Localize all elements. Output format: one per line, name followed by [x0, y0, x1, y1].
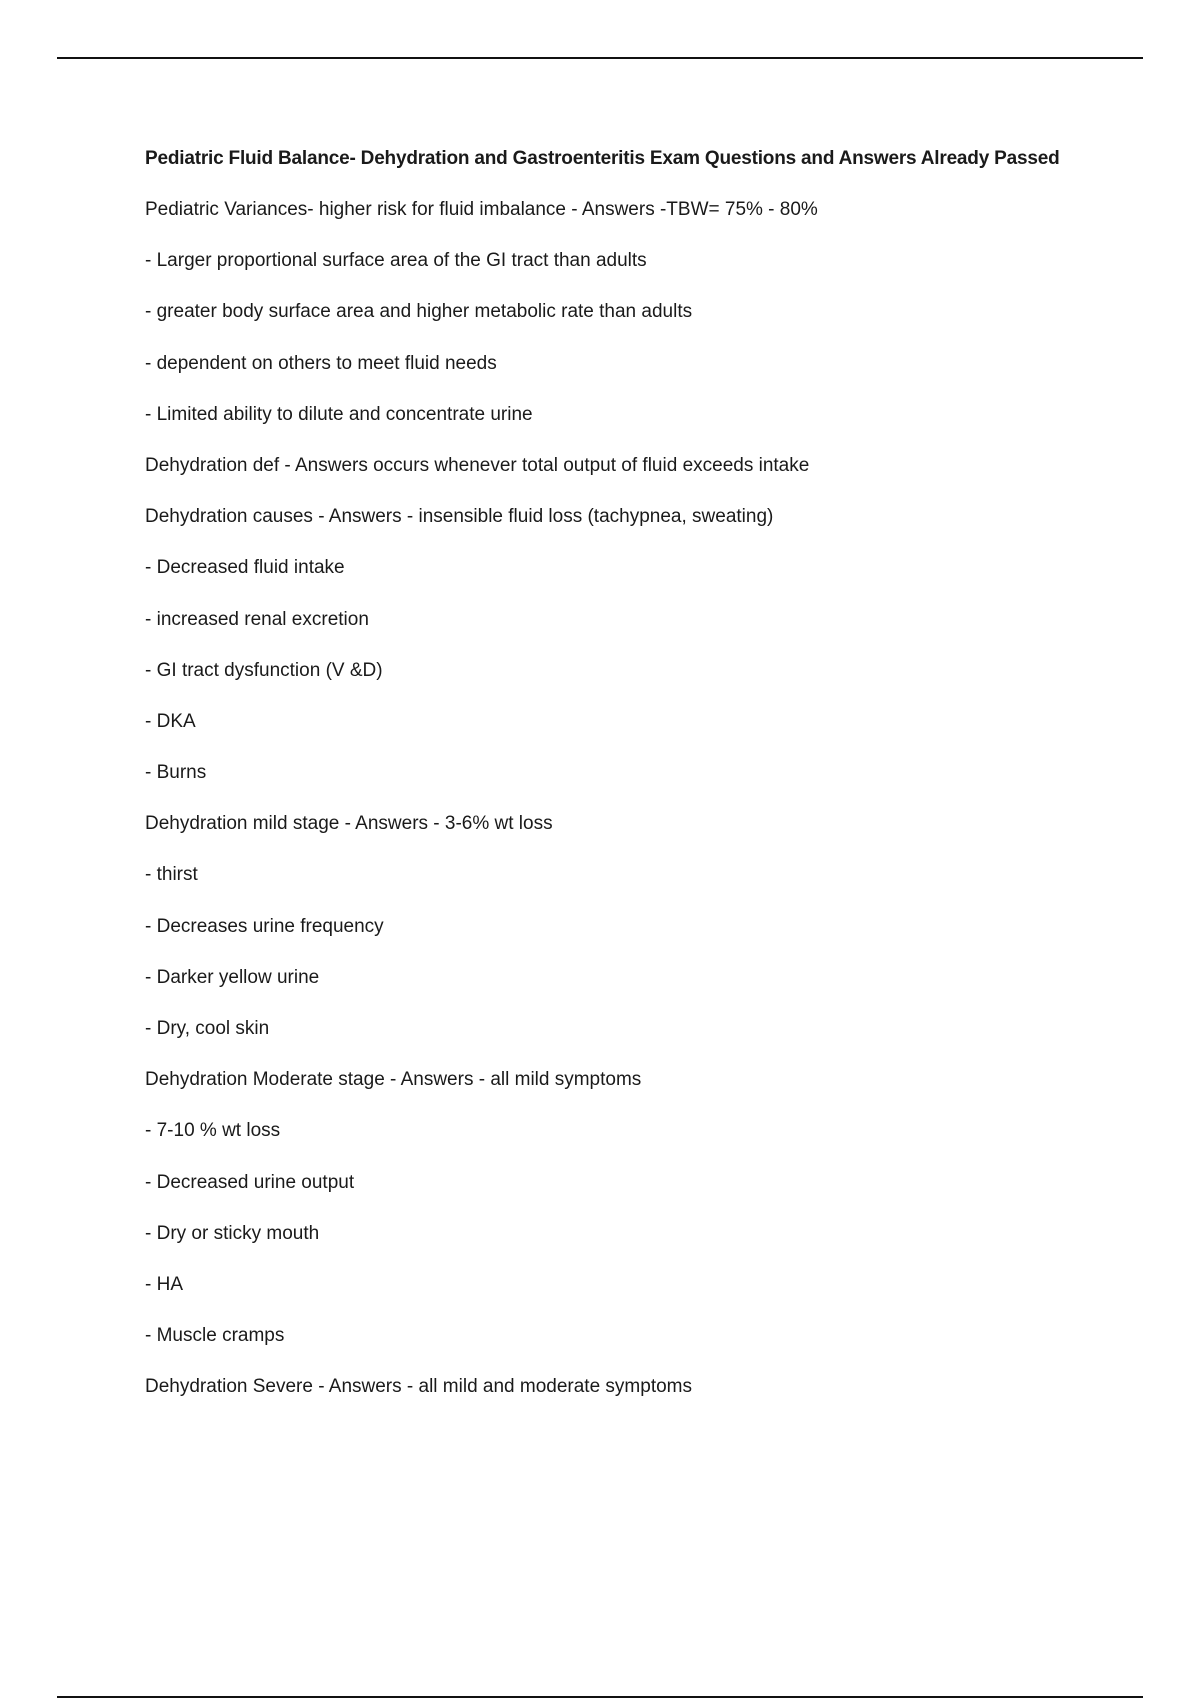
text-line: Dehydration causes - Answers - insensible fluid loss (tachypnea, sweating): [145, 506, 774, 528]
text-line: - Darker yellow urine: [145, 966, 320, 988]
text-line: - greater body surface area and higher metabolic rate than adults: [145, 301, 693, 323]
text-line: - DKA: [145, 710, 196, 732]
text-line: - Burns: [145, 762, 207, 784]
document-title: Pediatric Fluid Balance- Dehydration and Gastroenteritis Exam Questions and Answers Already Passed: [145, 148, 1060, 169]
text-line: Dehydration mild stage - Answers - 3-6% wt loss: [145, 813, 553, 835]
text-line: - 7-10 % wt loss: [145, 1120, 281, 1142]
text-line: - Muscle cramps: [145, 1325, 285, 1347]
text-line: - Decreased urine output: [145, 1171, 355, 1193]
text-line: - HA: [145, 1273, 183, 1295]
text-line: - Decreases urine frequency: [145, 915, 384, 937]
text-line: - Dry or sticky mouth: [145, 1222, 320, 1244]
page-top-rule: [57, 57, 1143, 59]
text-line: - Dry, cool skin: [145, 1018, 270, 1039]
text-line: - thirst: [145, 864, 198, 886]
text-line: Pediatric Variances- higher risk for fluid imbalance - Answers -TBW= 75% - 80%: [145, 199, 818, 220]
text-line: - Limited ability to dilute and concentrate urine: [145, 403, 533, 425]
text-line: - GI tract dysfunction (V &D): [145, 659, 383, 681]
text-line: - increased renal excretion: [145, 608, 369, 630]
text-line: - Decreased fluid intake: [145, 557, 345, 579]
document-body: [145, 144, 1145, 1424]
text-line: Dehydration def - Answers occurs whenever total output of fluid exceeds intake: [145, 454, 810, 476]
text-line: - dependent on others to meet fluid needs: [145, 352, 497, 374]
page-bottom-rule: [57, 1696, 1143, 1698]
text-line: - Larger proportional surface area of the GI tract than adults: [145, 250, 647, 272]
text-line: Dehydration Severe - Answers - all mild and moderate symptoms: [145, 1376, 693, 1398]
text-line: Dehydration Moderate stage - Answers - all mild symptoms: [145, 1069, 642, 1091]
